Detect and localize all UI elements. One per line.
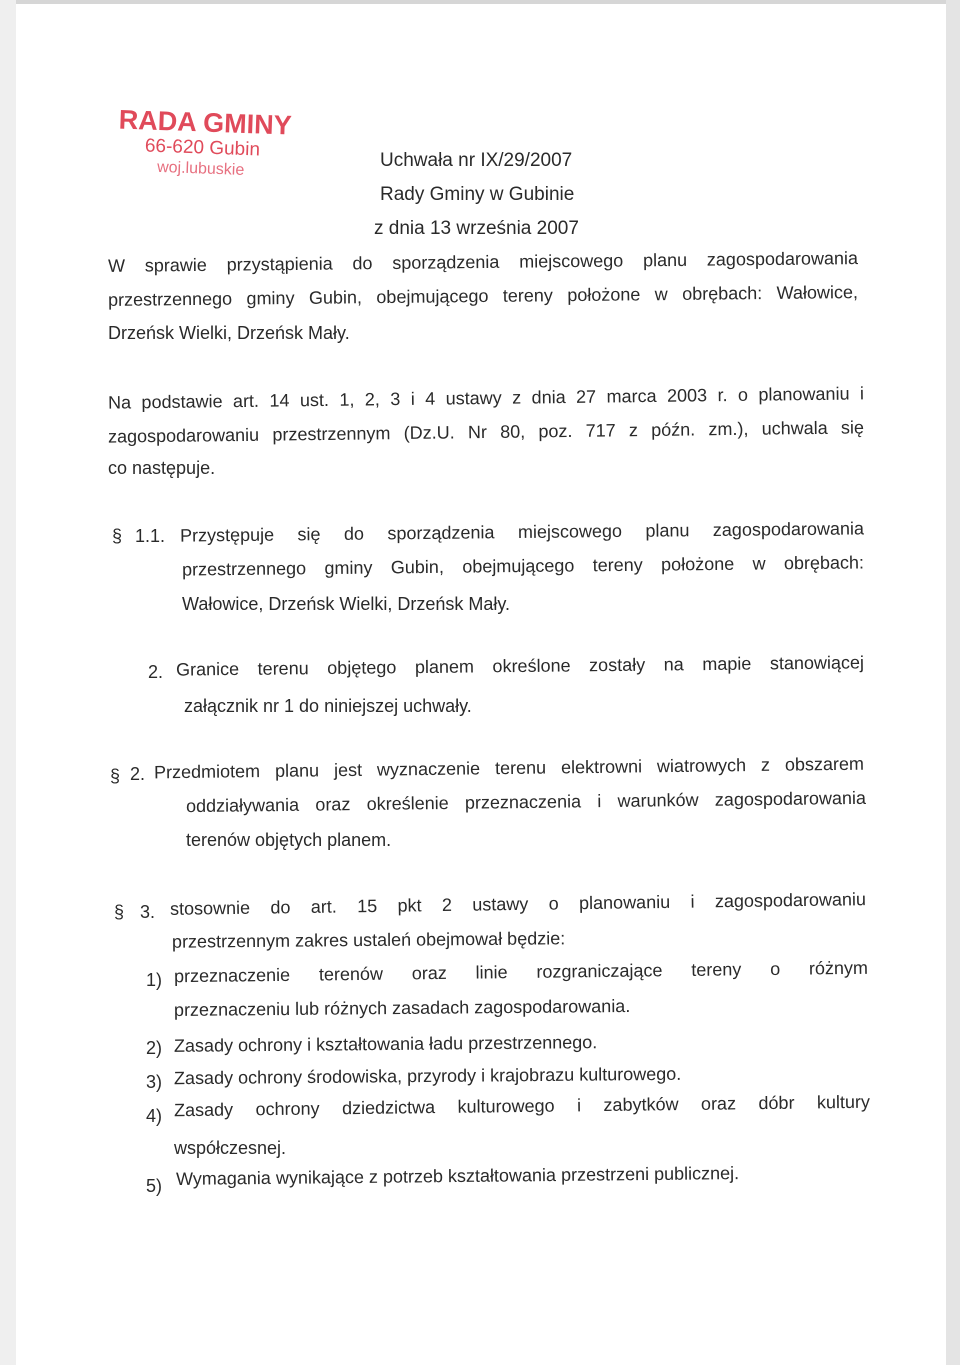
basis-line-1: Na podstawie art. 14 ust. 1, 2, 3 i 4 ustawy z dnia 27 marca 2003 r. o planowaniu i (107, 383, 865, 413)
scan-edge-top (0, 0, 960, 4)
subject-line-2: przestrzennego gminy Gubin, obejmującego tereny położone w obrębach: Wałowice, (107, 282, 859, 310)
stamp-region: woj.lubuskie (156, 158, 245, 179)
list-item-3-line-1: Zasady ochrony środowiska, przyrody i krajobrazu kulturowego. (173, 1063, 682, 1089)
list-item-3-number: 3) (146, 1072, 163, 1092)
list-item-5-number: 5) (146, 1176, 163, 1196)
par2-line-1: Przedmiotem planu jest wyznaczenie terenu elektrowni wiatrowych z obszarem (153, 753, 865, 783)
par3-line-1: stosownie do art. 15 pkt 2 ustawy o planowaniu i zagospodarowaniu (169, 889, 867, 919)
par1-sub-line-2: załącznik nr 1 do niniejszej uchwały. (184, 696, 472, 716)
basis-line-3: co następuje. (108, 458, 216, 478)
redaction-box-middle (16, 478, 60, 538)
list-item-4-number: 4) (146, 1106, 163, 1126)
list-item-1-number: 1) (146, 970, 163, 990)
par2-line-3: terenów objętych planem. (186, 830, 392, 850)
par1-line-2: przestrzennego gminy Gubin, obejmującego tereny położone w obrębach: (181, 552, 865, 580)
resolution-council: Rady Gminy w Gubinie (380, 184, 575, 205)
par3-line-2: przestrzennym zakres ustaleń obejmował będzie: (171, 928, 566, 952)
par1-line-1: Przystępuje się do sporządzenia miejscowego planu zagospodarowania (179, 518, 865, 546)
council-stamp (117, 105, 319, 184)
redaction-box-bottom (16, 855, 60, 913)
par3-number: 3. (140, 902, 156, 922)
par1-line-3: Wałowice, Drzeńsk Wielki, Drzeńsk Mały. (182, 594, 511, 614)
stamp-title: RADA GMINY (118, 104, 293, 141)
par1-sub-number: 2. (148, 662, 164, 682)
par2-line-2: oddziaływania oraz określenie przeznaczenia i warunków zagospodarowania (185, 787, 867, 817)
basis-line-2: zagospodarowaniu przestrzennym (Dz.U. Nr 80, poz. 717 z późn. zm.), uchwala się (107, 417, 865, 447)
list-item-2-line-1: Zasady ochrony i kształtowania ładu przestrzennego. (173, 1032, 598, 1056)
par3-section-sign: § (114, 902, 125, 922)
stamp-address: 66-620 Gubin (144, 135, 261, 161)
list-item-1-line-2: przeznaczeniu lub różnych zasadach zagospodarowania. (173, 996, 631, 1020)
list-item-4-line-1: Zasady ochrony dziedzictwa kulturowego i zabytków oraz dóbr kultury (173, 1091, 871, 1121)
subject-line-1: W sprawie przystąpienia do sporządzenia miejscowego planu zagospodarowania (107, 248, 859, 276)
par1-number: 1.1. (135, 526, 166, 546)
subject-line-3: Drzeńsk Wielki, Drzeńsk Mały. (108, 323, 350, 343)
scan-edge-right (946, 0, 960, 1365)
par1-sub-line-1: Granice terenu objętego planem określone zostały na mapie stanowiącej (175, 652, 865, 680)
list-item-4-line-2: współczesnej. (174, 1138, 287, 1158)
list-item-2-number: 2) (146, 1038, 163, 1058)
redaction-box-top (16, 28, 90, 106)
resolution-date: z dnia 13 września 2007 (374, 218, 579, 239)
par2-number: 2. (130, 764, 146, 784)
list-item-5-line-1: Wymagania wynikające z potrzeb kształtowania przestrzeni publicznej. (175, 1163, 740, 1189)
scan-edge-left (0, 0, 16, 1365)
resolution-title: Uchwała nr IX/29/2007 (380, 150, 573, 171)
par1-section-sign: § (112, 526, 123, 546)
list-item-1-line-1: przeznaczenie terenów oraz linie rozgraniczające tereny o różnym (173, 957, 869, 987)
par2-section-sign: § (110, 766, 121, 786)
